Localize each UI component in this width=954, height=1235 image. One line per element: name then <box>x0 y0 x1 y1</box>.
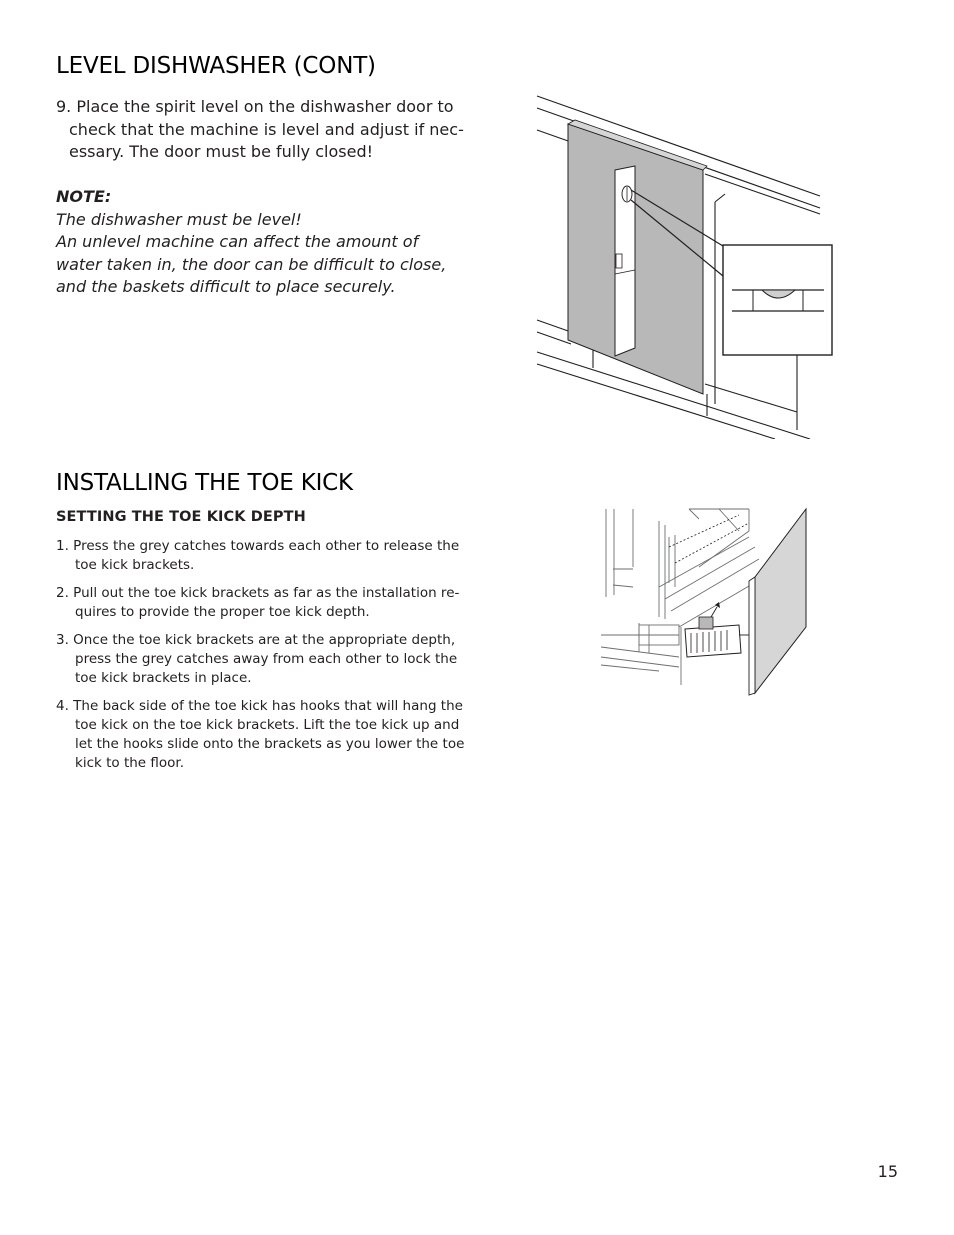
note-line-2: An unlevel machine can affect the amount of water taken in, the door can be difficult to close, and the baskets difficult to place securely. <box>56 232 447 297</box>
toe-kick-steps <box>56 537 466 782</box>
step-2: 2. Pull out the toe kick brackets as far as the installation re- quires to provide the proper toe kick depth. <box>56 585 460 620</box>
step-3: 3. Once the toe kick brackets are at the appropriate depth, press the grey catches away from each other to lock the toe kick brackets in place. <box>56 632 458 686</box>
section-title-level-dishwasher: LEVEL DISHWASHER (CONT) <box>56 53 376 79</box>
subtitle-toe-kick-depth: SETTING THE TOE KICK DEPTH <box>56 509 306 525</box>
note-block <box>56 186 466 299</box>
toe-kick-bracket-illustration <box>599 507 809 697</box>
page-number: 15 <box>877 1162 898 1181</box>
note-line-1: The dishwasher must be level! <box>56 209 302 229</box>
step-1: 1. Press the grey catches towards each other to release the toe kick brackets. <box>56 538 460 573</box>
step-9 <box>56 96 466 164</box>
note-label: NOTE: <box>56 187 112 206</box>
section-title-installing-toe-kick: INSTALLING THE TOE KICK <box>56 470 353 496</box>
step-9-text: 9. Place the spirit level on the dishwasher door to check that the machine is level and adjust if nec- essary. The door must be fully closed! <box>56 97 464 162</box>
spirit-level-illustration <box>535 94 835 439</box>
step-4: 4. The back side of the toe kick has hooks that will hang the toe kick on the toe kick brackets. Lift the toe kick up and let the hooks slide onto the brackets as you lower the toe kick to the floor. <box>56 698 465 771</box>
